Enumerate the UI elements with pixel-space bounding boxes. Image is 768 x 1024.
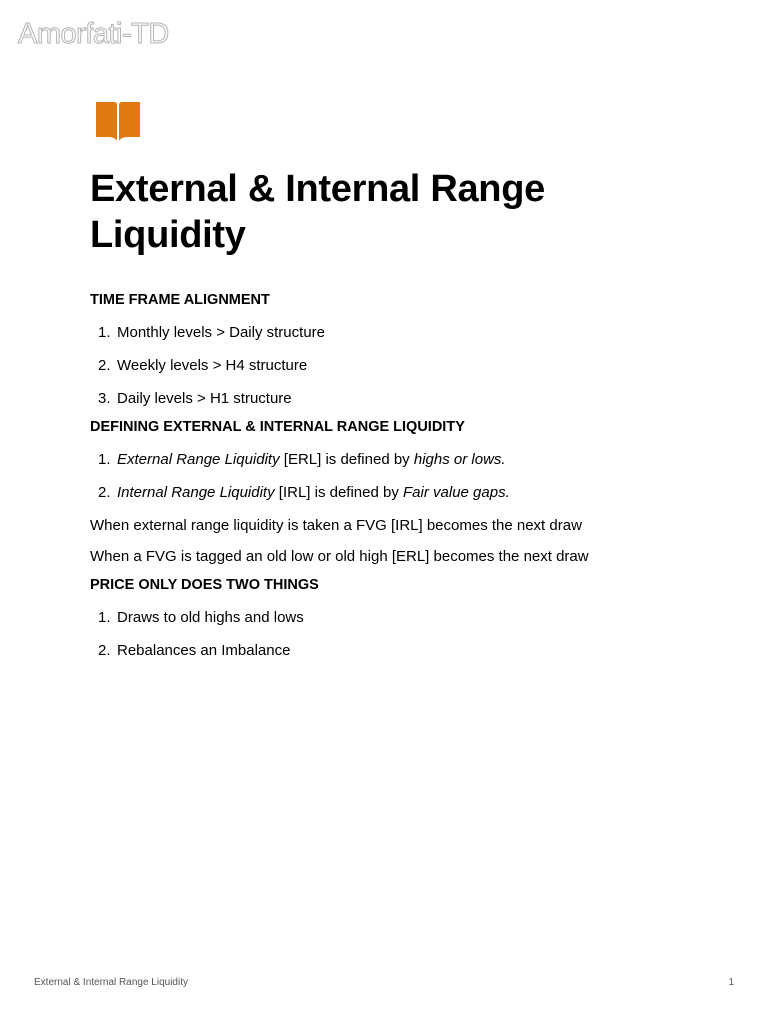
list-item-text: Internal Range Liquidity [IRL] is defined by Fair value gaps. [117, 484, 510, 501]
list-item: 1. External Range Liquidity [ERL] is defined by highs or lows. [98, 451, 506, 468]
list-item: 2. Internal Range Liquidity [IRL] is defined by Fair value gaps. [98, 484, 510, 501]
definition-erl: highs or lows. [413, 451, 506, 468]
list-item-text: Rebalances an Imbalance [117, 642, 291, 659]
list-item: 3. Daily levels > H1 structure [98, 390, 292, 407]
section-heading-time-frame: TIME FRAME ALIGNMENT [90, 292, 270, 308]
page-number: 1 [728, 977, 734, 988]
list-item: 2. Weekly levels > H4 structure [98, 357, 308, 374]
definition-list [90, 451, 690, 502]
list-item-text: Draws to old highs and lows [117, 609, 304, 626]
term-erl: External Range Liquidity [117, 451, 280, 468]
list-item-text: External Range Liquidity [ERL] is defined by highs or lows. [117, 451, 506, 468]
section-heading-price-two-things: PRICE ONLY DOES TWO THINGS [90, 577, 319, 593]
list-item: 2. Rebalances an Imbalance [98, 642, 291, 659]
paragraph-erl-taken: When external range liquidity is taken a FVG [IRL] becomes the next draw [90, 517, 582, 534]
list-item: 1. Draws to old highs and lows [98, 609, 304, 626]
price-list [90, 609, 690, 660]
term-irl: Internal Range Liquidity [117, 484, 275, 501]
list-item: 1. Monthly levels > Daily structure [98, 324, 325, 341]
watermark: Amorfati-TD [18, 18, 169, 50]
time-frame-list [90, 324, 690, 408]
book-icon [94, 100, 142, 144]
list-item-text: Monthly levels > Daily structure [117, 324, 325, 341]
page-title: External & Internal Range Liquidity [90, 168, 545, 256]
definition-irl: Fair value gaps. [403, 484, 510, 501]
list-item-text: Weekly levels > H4 structure [117, 357, 308, 374]
footer-doc-title: External & Internal Range Liquidity [34, 977, 188, 988]
paragraph-fvg-tagged: When a FVG is tagged an old low or old high [ERL] becomes the next draw [90, 548, 589, 565]
list-item-text: Daily levels > H1 structure [117, 390, 292, 407]
section-heading-defining: DEFINING EXTERNAL & INTERNAL RANGE LIQUIDITY [90, 419, 465, 435]
document-body [90, 100, 690, 660]
